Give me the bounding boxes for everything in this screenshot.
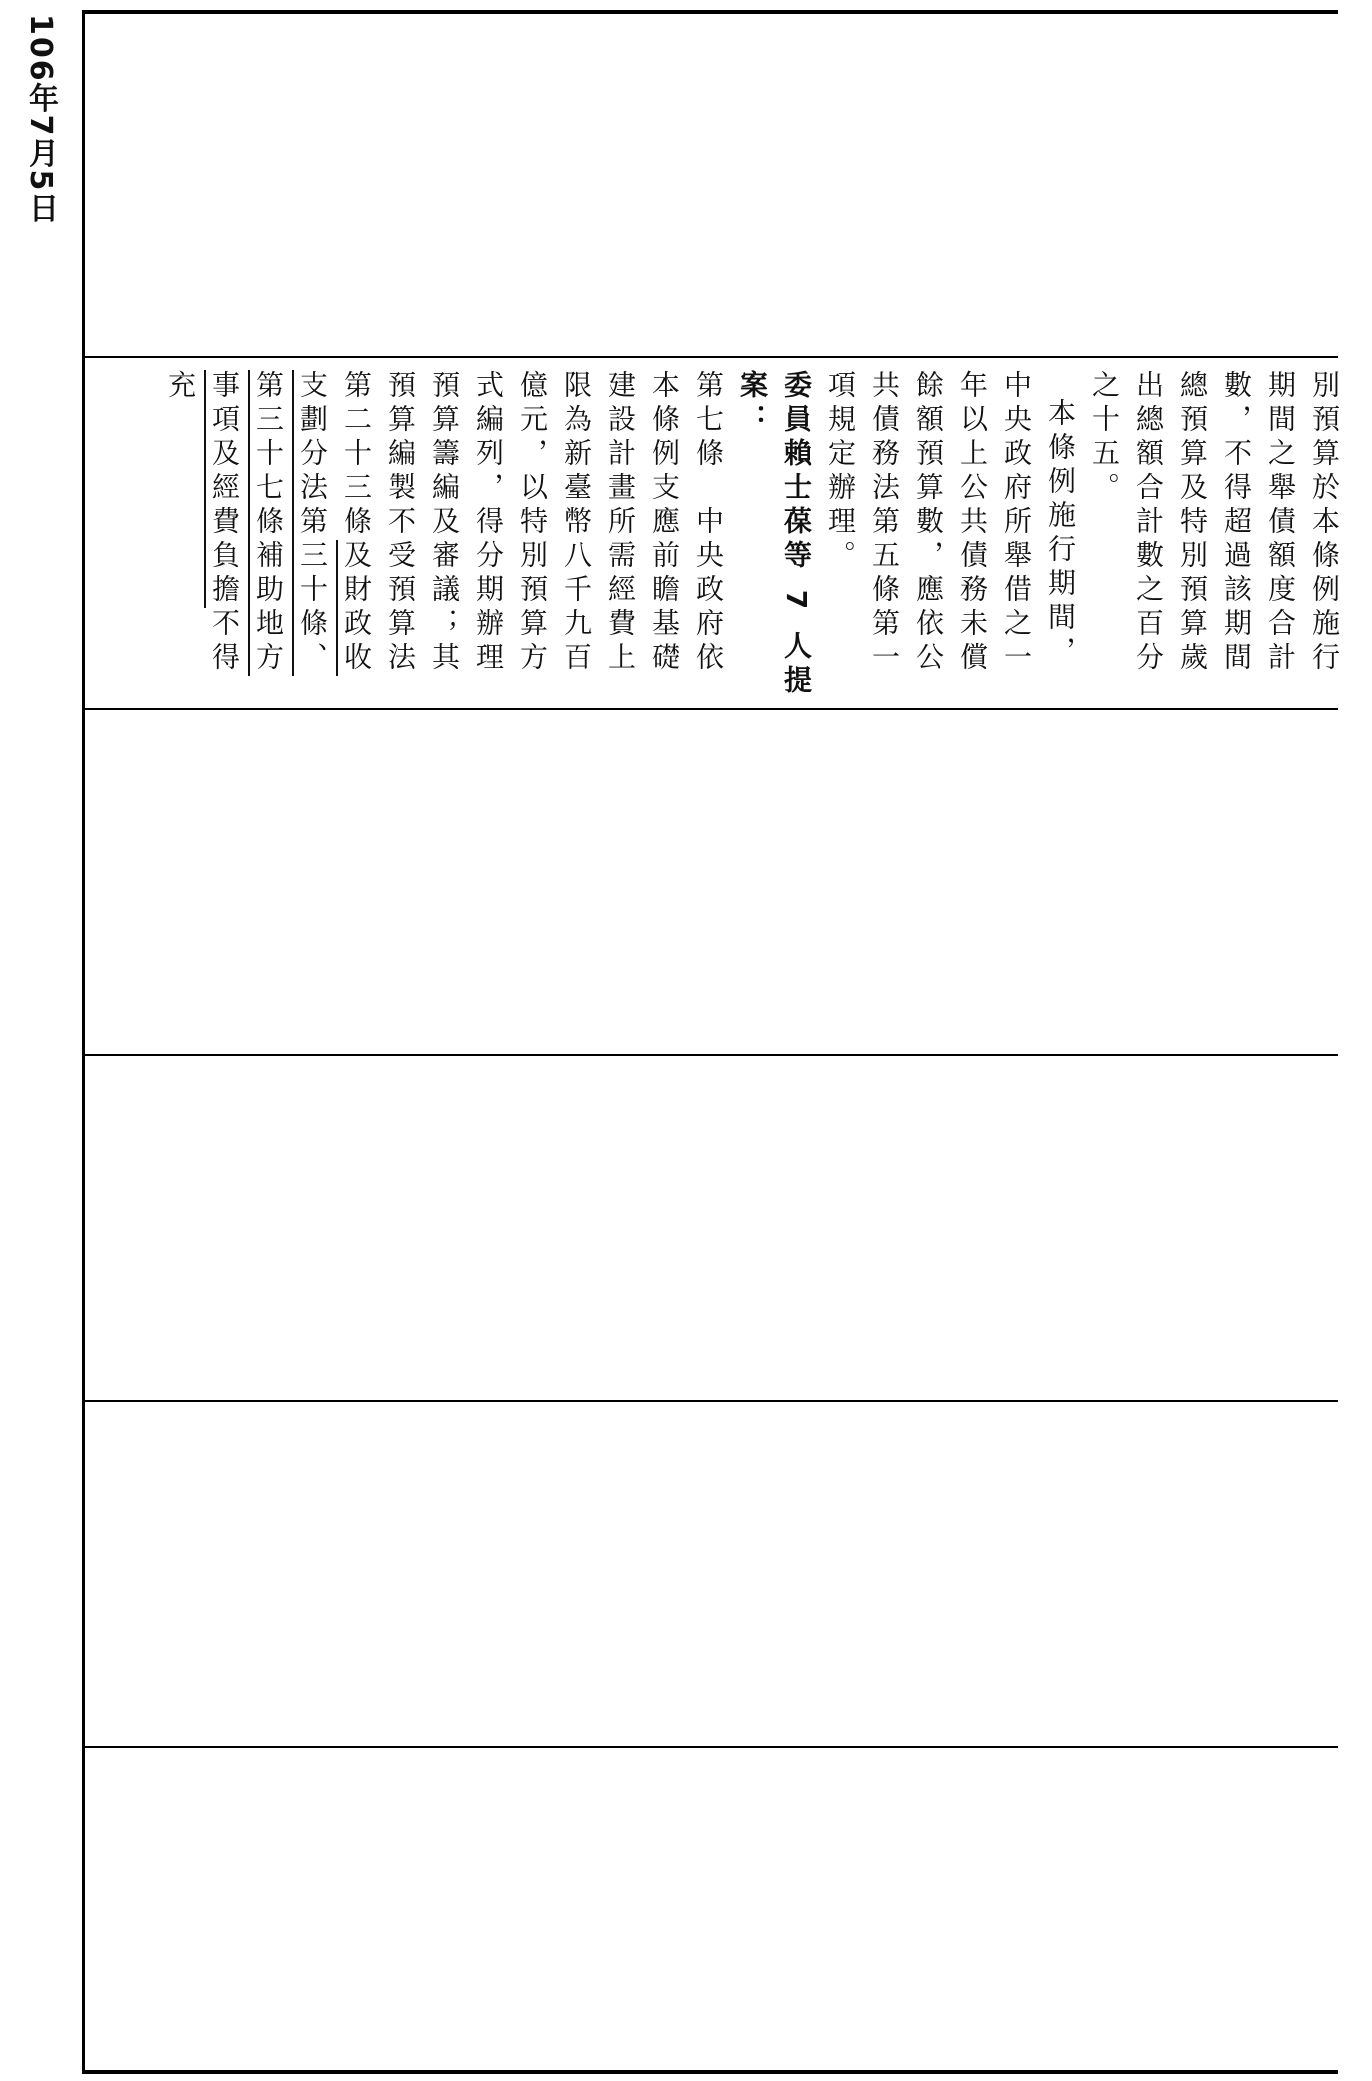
article-seven-text: 第七條 中央政府依本條例支應前瞻基礎建設計畫所需經費上限為新臺幣八千九百億元，以特別預算方式編列，得分期辦理預算籌編及審議；其預算編製不受預算法第二十三條 xyxy=(340,370,725,676)
proposal-heading: 委員賴士葆等 7 人提案： xyxy=(736,370,813,699)
row-divider xyxy=(85,1746,1338,1748)
bill-text-column xyxy=(158,370,1346,700)
table-frame xyxy=(82,10,1338,2074)
page-date-header: 106年7月5日 xyxy=(23,14,58,225)
article-seven xyxy=(158,370,730,700)
row-divider xyxy=(85,1054,1338,1056)
article-seven-continuation: 不得充 xyxy=(164,370,241,676)
row-divider xyxy=(85,1400,1338,1402)
row-divider xyxy=(85,356,1338,358)
paragraph-public-debt: 本條例施行期間，中央政府所舉借之一年以上公共債務未償餘額預算數，應依公共債務法第五條第一項規定辦理。 xyxy=(824,370,1077,676)
row-divider xyxy=(85,708,1338,710)
article-seven-amended-text: 及財政收支劃分法第三十條、第三十七條補助地方事項及經費負擔 xyxy=(208,370,373,676)
paragraph-budget-limit: 別預算於本條例施行期間之舉債額度合計數，不得超過該期間總預算及特別預算歲出總額合計數之百分之十五。 xyxy=(1088,370,1341,676)
